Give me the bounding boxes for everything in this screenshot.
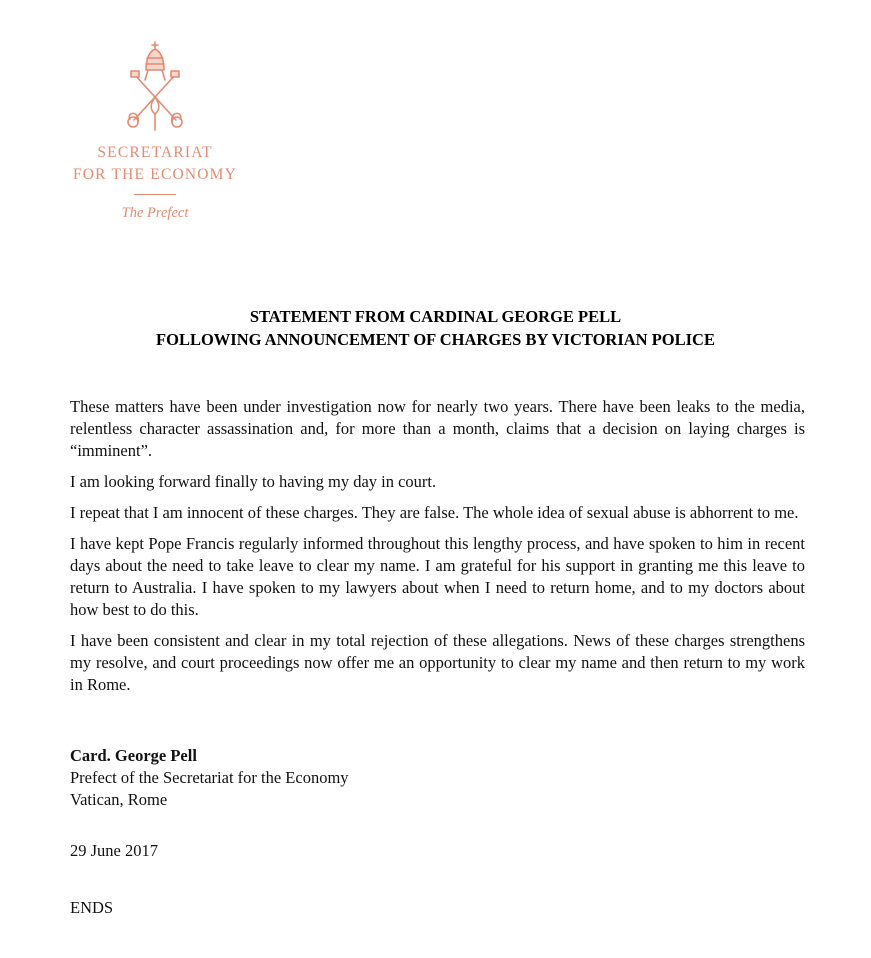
letterhead-line-1: SECRETARIAT: [97, 144, 213, 161]
paragraph: These matters have been under investigation now for nearly two years. There have been leaks to the media, relentless character assassination and, for more than a month, claims that a decision on laying charges is “imminent”.: [70, 397, 805, 460]
letterhead-subtitle: The Prefect: [121, 205, 189, 221]
title-line-1: STATEMENT FROM CARDINAL GEORGE PELL: [249, 307, 622, 326]
signature-block: [70, 745, 349, 811]
paragraph: I am looking forward finally to having my day in court.: [70, 472, 437, 491]
statement-title: [0, 305, 871, 351]
paragraph: I repeat that I am innocent of these charges. They are false. The whole idea of sexual abuse is abhorrent to me.: [70, 503, 799, 522]
ends-marker: ENDS: [70, 898, 114, 917]
letterhead-divider: [134, 194, 176, 195]
papal-keys-emblem-icon: [120, 40, 190, 132]
paragraph: I have been consistent and clear in my total rejection of these allegations. News of these charges strengthens my resolve, and court proceedings now offer me an opportunity to clear my name and then return to my work in Rome.: [70, 631, 805, 694]
signature-name: Card. George Pell: [70, 746, 197, 765]
statement-body: [70, 396, 805, 705]
title-line-2: FOLLOWING ANNOUNCEMENT OF CHARGES BY VICTORIAN POLICE: [156, 330, 715, 349]
signature-location: Vatican, Rome: [70, 790, 168, 809]
signature-position: Prefect of the Secretariat for the Economy: [70, 768, 349, 787]
letterhead-line-2: FOR THE ECONOMY: [72, 166, 238, 183]
letterhead: [50, 40, 260, 223]
statement-date: 29 June 2017: [70, 841, 158, 860]
paragraph: I have kept Pope Francis regularly informed throughout this lengthy process, and have spoken to him in recent days about the need to take leave to clear my name. I am grateful for his support in granting me this leave to return to Australia. I have spoken to my lawyers about when I need to return home, and to my doctors about how best to do this.: [70, 534, 805, 619]
